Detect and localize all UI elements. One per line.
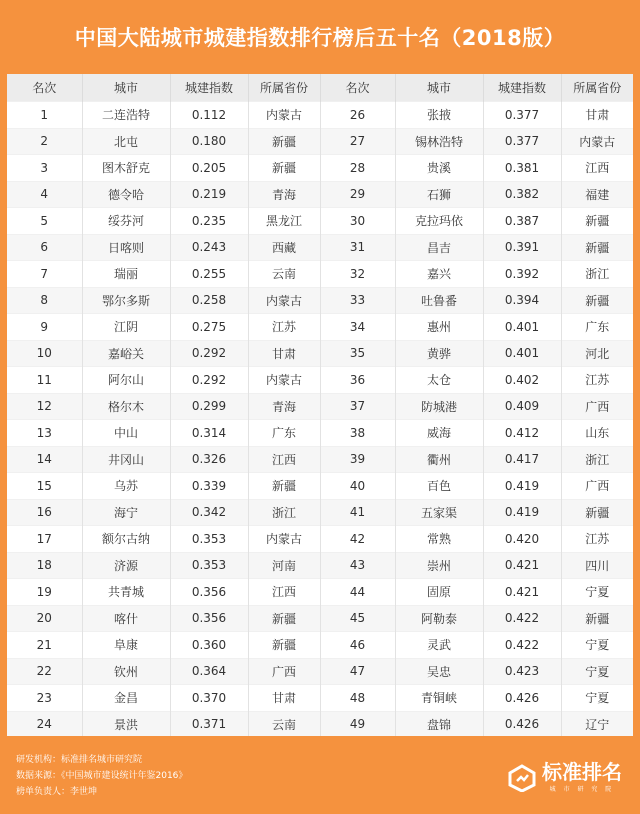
brand-logo [508,762,622,793]
cell-city: 喀什 [82,605,170,632]
cell-city-right: 青铜峡 [395,685,483,712]
cell-city-right: 黄骅 [395,340,483,367]
ranking-table [7,74,633,764]
cell-index-right: 0.382 [483,181,561,208]
ranking-table-container [7,74,633,736]
cell-rank-right: 34 [320,314,395,341]
cell-city-right: 昌吉 [395,234,483,261]
cell-city-right: 吴忠 [395,658,483,685]
cell-province: 江西 [248,446,320,473]
cell-index-right: 0.417 [483,446,561,473]
cell-province-right: 新疆 [561,208,633,235]
cell-rank: 1 [7,102,82,129]
cell-city: 鄂尔多斯 [82,287,170,314]
cell-city-right: 太仓 [395,367,483,394]
cell-rank: 24 [7,711,82,738]
cell-city: 中山 [82,420,170,447]
logo-mark-icon [508,764,536,792]
cell-rank: 10 [7,340,82,367]
cell-city: 德令哈 [82,181,170,208]
cell-index: 0.371 [170,711,248,738]
cell-index-right: 0.412 [483,420,561,447]
cell-province-right: 新疆 [561,499,633,526]
table-row [7,393,633,420]
cell-city-right: 贵溪 [395,155,483,182]
cell-province-right: 四川 [561,552,633,579]
cell-province: 浙江 [248,499,320,526]
cell-rank-right: 31 [320,234,395,261]
table-row [7,181,633,208]
col-header-rank: 名次 [7,74,82,102]
cell-province-right: 浙江 [561,446,633,473]
cell-index-right: 0.422 [483,632,561,659]
cell-rank-right: 32 [320,261,395,288]
cell-province-right: 广东 [561,314,633,341]
cell-index-right: 0.401 [483,314,561,341]
table-row [7,658,633,685]
cell-city-right: 锡林浩特 [395,128,483,155]
cell-city: 江阴 [82,314,170,341]
cell-rank-right: 30 [320,208,395,235]
cell-city-right: 石狮 [395,181,483,208]
cell-rank: 14 [7,446,82,473]
cell-city-right: 五家渠 [395,499,483,526]
cell-province-right: 江西 [561,155,633,182]
cell-rank-right: 29 [320,181,395,208]
cell-province-right: 新疆 [561,605,633,632]
cell-province: 江西 [248,579,320,606]
cell-city-right: 威海 [395,420,483,447]
table-row [7,632,633,659]
cell-index: 0.112 [170,102,248,129]
table-row [7,102,633,129]
table-row [7,526,633,553]
cell-index: 0.364 [170,658,248,685]
cell-city: 日喀则 [82,234,170,261]
cell-rank: 7 [7,261,82,288]
cell-city-right: 阿勒泰 [395,605,483,632]
cell-province-right: 河北 [561,340,633,367]
table-row [7,499,633,526]
cell-rank-right: 33 [320,287,395,314]
cell-rank-right: 26 [320,102,395,129]
cell-rank: 18 [7,552,82,579]
cell-rank: 3 [7,155,82,182]
cell-rank-right: 45 [320,605,395,632]
cell-index: 0.180 [170,128,248,155]
cell-index: 0.299 [170,393,248,420]
cell-index: 0.360 [170,632,248,659]
table-row [7,128,633,155]
cell-city: 钦州 [82,658,170,685]
cell-rank: 19 [7,579,82,606]
cell-province: 新疆 [248,473,320,500]
cell-city: 额尔古纳 [82,526,170,553]
cell-province: 新疆 [248,155,320,182]
table-row [7,155,633,182]
cell-index-right: 0.377 [483,102,561,129]
col-header-city: 城市 [82,74,170,102]
cell-province: 西藏 [248,234,320,261]
cell-rank: 11 [7,367,82,394]
cell-city: 阿尔山 [82,367,170,394]
cell-province-right: 浙江 [561,261,633,288]
cell-city: 共青城 [82,579,170,606]
cell-index: 0.353 [170,552,248,579]
cell-rank-right: 49 [320,711,395,738]
cell-index: 0.356 [170,605,248,632]
cell-rank: 13 [7,420,82,447]
cell-city: 图木舒克 [82,155,170,182]
cell-province-right: 江苏 [561,367,633,394]
cell-city: 瑞丽 [82,261,170,288]
cell-city-right: 防城港 [395,393,483,420]
table-row [7,287,633,314]
table-row [7,605,633,632]
cell-city-right: 惠州 [395,314,483,341]
cell-province-right: 宁夏 [561,632,633,659]
footer-research-org: 研发机构：标准排名城市研究院 [16,755,143,765]
cell-index-right: 0.401 [483,340,561,367]
cell-rank-right: 43 [320,552,395,579]
cell-province: 新疆 [248,632,320,659]
cell-rank: 17 [7,526,82,553]
cell-province: 河南 [248,552,320,579]
cell-rank: 20 [7,605,82,632]
table-row [7,340,633,367]
table-row [7,685,633,712]
cell-index: 0.353 [170,526,248,553]
cell-province: 云南 [248,711,320,738]
table-row [7,579,633,606]
cell-rank: 6 [7,234,82,261]
cell-index-right: 0.391 [483,234,561,261]
cell-rank-right: 44 [320,579,395,606]
cell-index-right: 0.394 [483,287,561,314]
cell-province: 内蒙古 [248,367,320,394]
cell-index-right: 0.381 [483,155,561,182]
cell-index-right: 0.426 [483,711,561,738]
cell-province: 青海 [248,393,320,420]
cell-index-right: 0.421 [483,552,561,579]
cell-rank-right: 39 [320,446,395,473]
col-header-rank-right: 名次 [320,74,395,102]
cell-city-right: 吐鲁番 [395,287,483,314]
cell-index: 0.326 [170,446,248,473]
cell-city-right: 常熟 [395,526,483,553]
cell-province-right: 广西 [561,393,633,420]
table-row [7,711,633,738]
footer [0,736,640,814]
cell-province: 甘肃 [248,340,320,367]
cell-city-right: 衢州 [395,446,483,473]
cell-city-right: 盘锦 [395,711,483,738]
cell-city-right: 嘉兴 [395,261,483,288]
cell-city-right: 克拉玛依 [395,208,483,235]
cell-rank-right: 37 [320,393,395,420]
cell-province: 内蒙古 [248,287,320,314]
cell-index-right: 0.402 [483,367,561,394]
cell-index: 0.292 [170,367,248,394]
footer-data-source: 数据来源：《中国城市建设统计年鉴2016》 [16,771,188,781]
table-row [7,208,633,235]
cell-index: 0.255 [170,261,248,288]
cell-province: 黑龙江 [248,208,320,235]
cell-province-right: 内蒙古 [561,128,633,155]
cell-province-right: 新疆 [561,234,633,261]
cell-rank: 15 [7,473,82,500]
cell-city: 绥芬河 [82,208,170,235]
cell-index: 0.370 [170,685,248,712]
table-row [7,420,633,447]
cell-rank: 23 [7,685,82,712]
cell-city: 井冈山 [82,446,170,473]
cell-index: 0.314 [170,420,248,447]
cell-province: 新疆 [248,128,320,155]
cell-province: 广西 [248,658,320,685]
cell-rank: 9 [7,314,82,341]
cell-province-right: 广西 [561,473,633,500]
cell-rank-right: 27 [320,128,395,155]
col-header-index-right: 城建指数 [483,74,561,102]
page-title: 中国大陆城市城建指数排行榜后五十名（2018版） [74,26,566,50]
cell-province: 甘肃 [248,685,320,712]
cell-rank-right: 42 [320,526,395,553]
cell-rank-right: 41 [320,499,395,526]
cell-province-right: 新疆 [561,287,633,314]
table-body [7,102,633,764]
cell-rank-right: 47 [320,658,395,685]
cell-province: 新疆 [248,605,320,632]
cell-index-right: 0.387 [483,208,561,235]
cell-rank: 8 [7,287,82,314]
cell-index: 0.342 [170,499,248,526]
cell-rank: 5 [7,208,82,235]
cell-city: 阜康 [82,632,170,659]
title-banner [0,0,640,74]
cell-city-right: 崇州 [395,552,483,579]
cell-index: 0.339 [170,473,248,500]
cell-city: 二连浩特 [82,102,170,129]
cell-rank-right: 35 [320,340,395,367]
cell-rank: 16 [7,499,82,526]
cell-rank: 2 [7,128,82,155]
cell-province-right: 宁夏 [561,579,633,606]
logo-subtext: 城 市 研 究 院 [549,786,615,793]
cell-index: 0.205 [170,155,248,182]
cell-city: 金昌 [82,685,170,712]
col-header-index: 城建指数 [170,74,248,102]
table-row [7,234,633,261]
cell-rank-right: 36 [320,367,395,394]
cell-index-right: 0.392 [483,261,561,288]
cell-city: 乌苏 [82,473,170,500]
cell-province: 青海 [248,181,320,208]
cell-province-right: 甘肃 [561,102,633,129]
cell-index-right: 0.421 [483,579,561,606]
table-row [7,367,633,394]
cell-rank: 21 [7,632,82,659]
cell-index-right: 0.426 [483,685,561,712]
col-header-city-right: 城市 [395,74,483,102]
cell-province-right: 福建 [561,181,633,208]
cell-city-right: 灵武 [395,632,483,659]
cell-rank-right: 46 [320,632,395,659]
cell-province-right: 江苏 [561,526,633,553]
cell-index-right: 0.420 [483,526,561,553]
cell-province-right: 宁夏 [561,658,633,685]
cell-index-right: 0.377 [483,128,561,155]
cell-index-right: 0.409 [483,393,561,420]
cell-rank: 12 [7,393,82,420]
col-header-province-right: 所属省份 [561,74,633,102]
footer-list-owner: 榜单负责人：李世坤 [16,787,98,797]
cell-rank: 4 [7,181,82,208]
cell-province: 广东 [248,420,320,447]
cell-province: 内蒙古 [248,102,320,129]
cell-index-right: 0.419 [483,499,561,526]
cell-city: 海宁 [82,499,170,526]
cell-city: 景洪 [82,711,170,738]
cell-city-right: 百色 [395,473,483,500]
cell-city-right: 张掖 [395,102,483,129]
cell-city: 嘉峪关 [82,340,170,367]
cell-index: 0.235 [170,208,248,235]
cell-index: 0.292 [170,340,248,367]
cell-province-right: 辽宁 [561,711,633,738]
col-header-province: 所属省份 [248,74,320,102]
cell-index-right: 0.422 [483,605,561,632]
cell-province: 云南 [248,261,320,288]
cell-city: 北屯 [82,128,170,155]
table-row [7,446,633,473]
cell-rank-right: 40 [320,473,395,500]
cell-city: 济源 [82,552,170,579]
cell-rank-right: 38 [320,420,395,447]
cell-index: 0.243 [170,234,248,261]
cell-rank-right: 48 [320,685,395,712]
cell-index: 0.219 [170,181,248,208]
cell-city: 格尔木 [82,393,170,420]
table-row [7,473,633,500]
cell-province-right: 山东 [561,420,633,447]
cell-rank: 22 [7,658,82,685]
table-header-row [7,74,633,102]
table-row [7,261,633,288]
cell-province: 江苏 [248,314,320,341]
cell-index-right: 0.423 [483,658,561,685]
cell-index: 0.356 [170,579,248,606]
cell-province-right: 宁夏 [561,685,633,712]
cell-index: 0.275 [170,314,248,341]
footer-credits [16,752,187,800]
cell-rank-right: 28 [320,155,395,182]
cell-city-right: 固原 [395,579,483,606]
logo-text: 标准排名 [542,760,622,784]
table-row [7,314,633,341]
table-row [7,552,633,579]
cell-index: 0.258 [170,287,248,314]
cell-province: 内蒙古 [248,526,320,553]
cell-index-right: 0.419 [483,473,561,500]
